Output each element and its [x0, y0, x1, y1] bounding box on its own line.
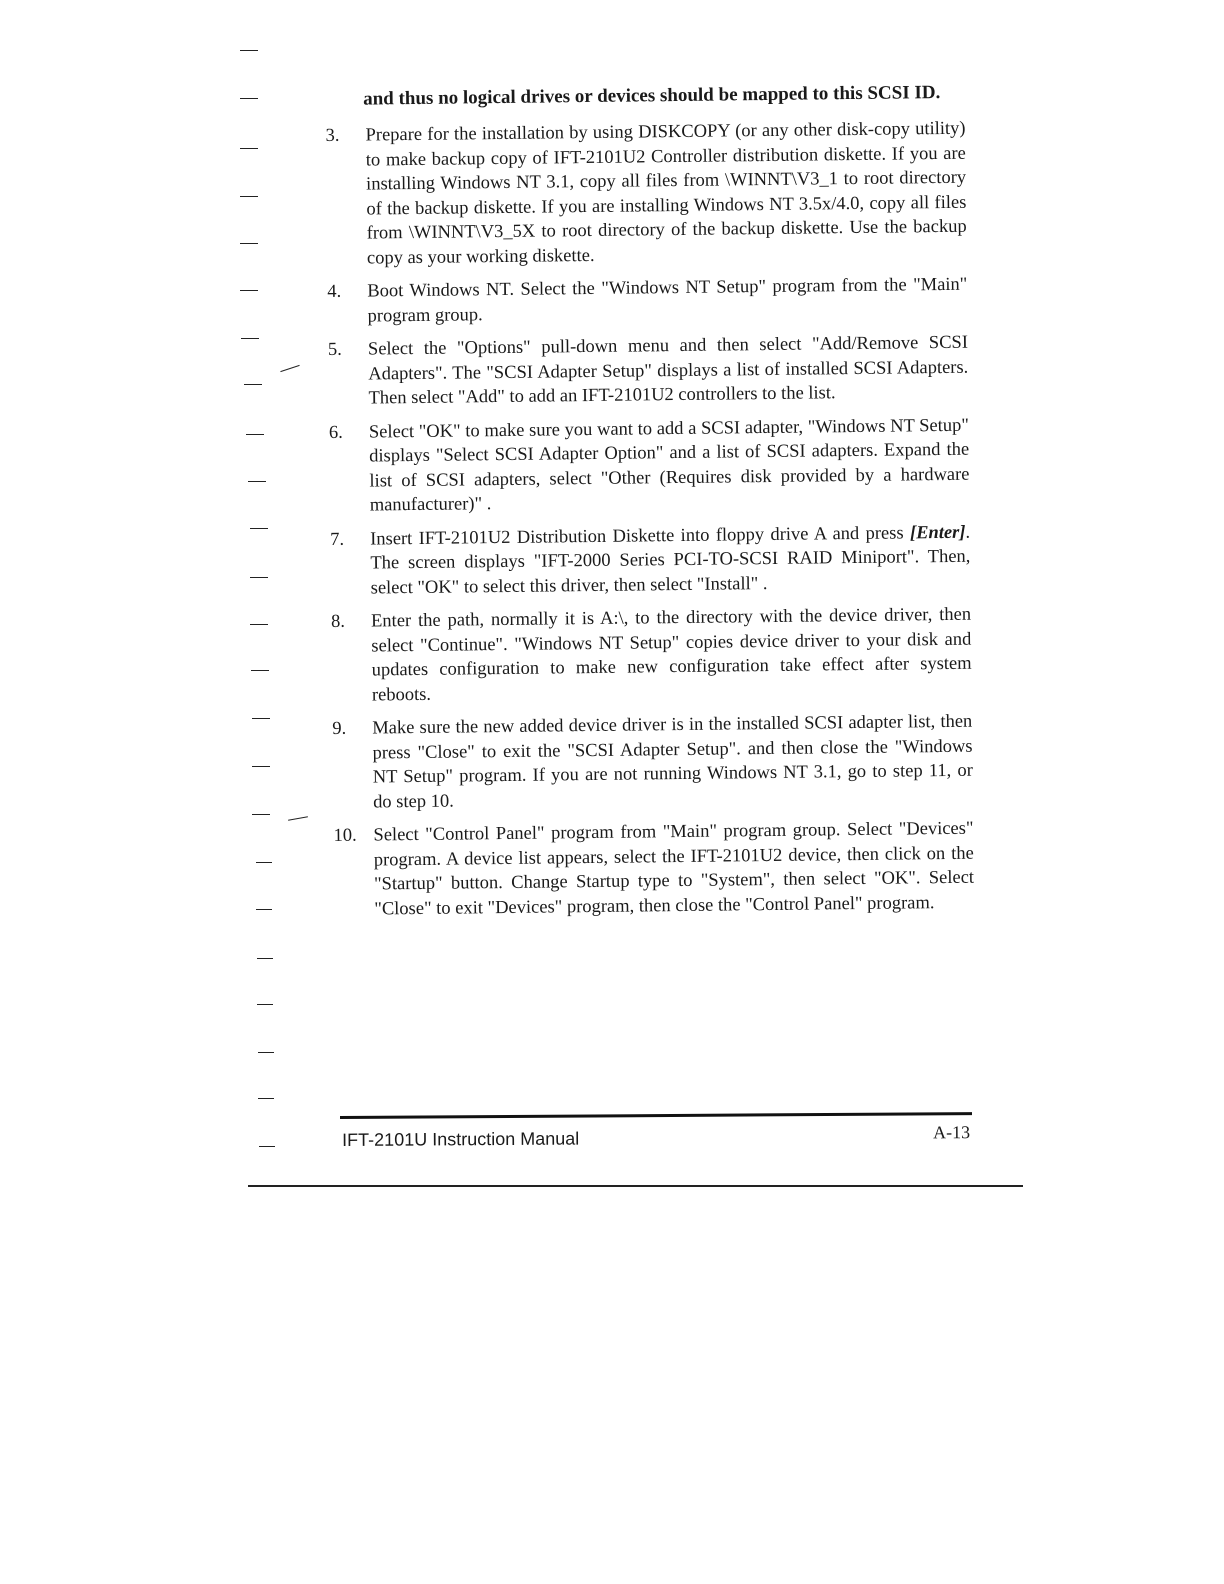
step-text: Select the "Options" pull-down menu and then select "Add/Remove SCSI Adapters". The "SCSI Adapter Setup" displays a list of installed SCSI Adapters. Then select "Add" to add an IFT-2101U2 controllers to the list. [367, 332, 969, 409]
margin-mark [251, 670, 269, 671]
margin-mark [258, 1052, 274, 1053]
margin-mark [241, 338, 259, 339]
step-number: 5. [327, 339, 342, 360]
step-6 [329, 413, 970, 518]
step-text: Make sure the new added device driver is in the installed SCSI adapter list, then press "Close" to exit the "SCSI Adapter Setup". and then close the "Windows NT Setup" program. If you are not running Windows NT 3.1, go to step 11, or do step 10. [372, 711, 973, 812]
step-text: Select "OK" to make sure you want to add a SCSI adapter, "Windows NT Setup" displays "Select SCSI Adapter Option" and a list of SCSI adapters. Expand the list of SCSI adapters, select "Other (Requires disk provided by a hardware manufacturer)" . [368, 415, 970, 516]
manual-title: IFT-2101U Instruction Manual [342, 1128, 580, 1150]
margin-mark [240, 196, 258, 197]
step-10 [333, 817, 974, 922]
step-text: Boot Windows NT. Select the "Windows NT Setup" program from the "Main" program group. [367, 274, 968, 327]
intro-paragraph: and thus no logical drives or devices should be mapped to this SCSI ID. [363, 82, 941, 110]
margin-mark [240, 98, 258, 99]
step-7 [330, 520, 971, 601]
step-number: 8. [330, 611, 346, 632]
margin-mark [288, 816, 308, 820]
margin-mark [250, 528, 268, 529]
step-number: 4. [327, 281, 342, 302]
step-5 [328, 331, 969, 412]
margin-mark [240, 243, 258, 244]
instruction-content [325, 79, 975, 931]
margin-mark [240, 290, 258, 291]
footer-rule [340, 1112, 972, 1119]
margin-mark [280, 365, 299, 372]
margin-mark [252, 718, 270, 719]
step-number: 9. [332, 718, 347, 739]
step-3 [325, 117, 967, 271]
installation-steps [325, 117, 974, 922]
margin-mark [246, 434, 264, 435]
page-number: A-13 [933, 1122, 971, 1143]
margin-mark [256, 862, 272, 863]
step-number: 10. [333, 825, 357, 846]
margin-mark [259, 1146, 275, 1147]
step-number: 3. [325, 125, 340, 146]
step-text [370, 520, 971, 600]
step-text: Select "Control Panel" program from "Main" program group. Select "Devices" program. A device list appears, select the IFT-2101U2 device, then click on the "Startup" button. Change Startup type to "System", then select "OK". Select "Close" to exit "Devices" program, then close the "Control Panel" program. [373, 818, 975, 919]
margin-mark [256, 909, 272, 910]
margin-mark [257, 958, 273, 959]
step-text-before: Insert IFT-2101U2 Distribution Diskette into floppy drive A and press [370, 522, 911, 550]
margin-mark [248, 481, 266, 482]
scan-edge-line [248, 1185, 1023, 1187]
margin-mark [258, 1098, 274, 1099]
page-footer [340, 1112, 972, 1156]
margin-mark [252, 814, 270, 815]
margin-mark [250, 624, 268, 625]
margin-mark [250, 577, 268, 578]
margin-mark [252, 766, 270, 767]
margin-mark [240, 148, 258, 149]
margin-mark [244, 384, 262, 385]
step-number: 7. [330, 529, 345, 550]
step-text: Prepare for the installation by using DISKCOPY (or any other disk-copy utility) to make backup copy of IFT-2101U2 Controller distribution diskette. If you are installing Windows NT 3.1, copy all files from \WINNT\V3_1 to root directory of the backup diskette. If you are installing Windows NT 3.5x/4.0, copy all files from \WINNT\V3_5X to root directory of the backup diskette. Use the backup copy as your working diskette. [365, 118, 967, 269]
scan-margin-marks [0, 0, 320, 1584]
margin-mark [257, 1004, 273, 1005]
step-text-after: . The screen displays "IFT-2000 Series PCI-TO-SCSI RAID Miniport". Then, select "OK" to select this driver, then select "Install" . [370, 522, 971, 599]
margin-mark [240, 50, 258, 51]
enter-key-text: [Enter] [909, 522, 966, 543]
step-4 [327, 273, 968, 329]
step-9 [332, 710, 973, 815]
step-text: Enter the path, normally it is A:\, to the directory with the device driver, then select "Continue". "Windows NT Setup" copies device driver to your disk and updates configuration to make new configuration take effect after system reboots. [370, 604, 972, 706]
step-number: 6. [328, 422, 343, 443]
step-8 [331, 603, 972, 708]
